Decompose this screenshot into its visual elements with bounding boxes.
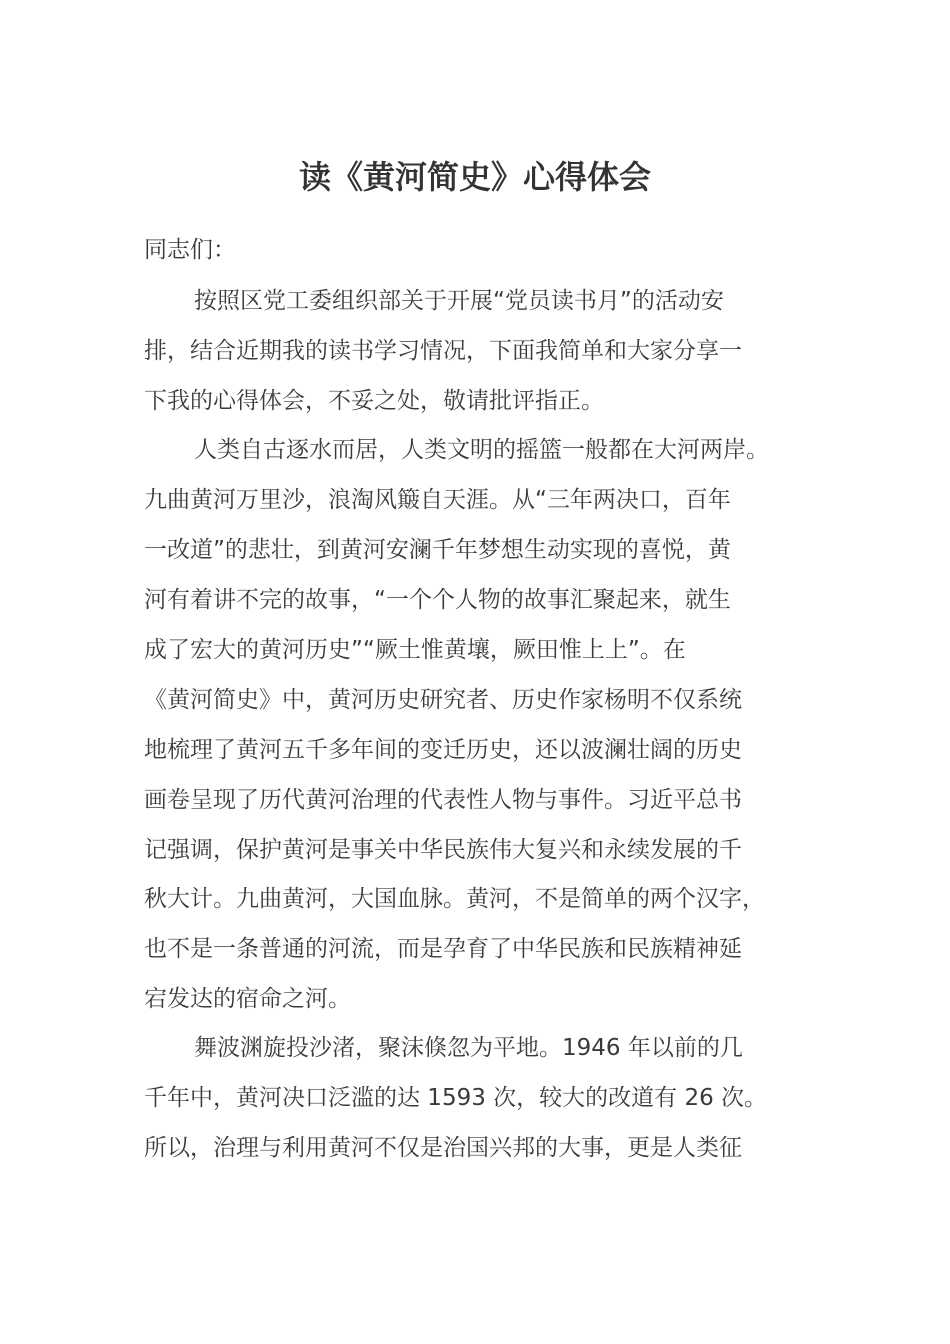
paragraph-line: 一改道”的悲壮，到黄河安澜千年梦想生动实现的喜悦，黄	[144, 537, 731, 563]
paragraph-line: 也不是一条普通的河流，而是孕育了中华民族和民族精神延	[144, 936, 742, 962]
paragraph-line: 秋大计。九曲黄河，大国血脉。黄河，不是简单的两个汉字，	[144, 886, 765, 912]
paragraph-line: 九曲黄河万里沙，浪淘风簸自天涯。从“三年两决口，百年	[144, 487, 731, 513]
paragraph-line: 舞波渊旋投沙渚，聚沫倏忽为平地。1946 年以前的几	[194, 1035, 743, 1061]
paragraph-line: 排，结合近期我的读书学习情况，下面我简单和大家分享一	[144, 338, 742, 364]
paragraph-line: 记强调，保护黄河是事关中华民族伟大复兴和永续发展的千	[144, 837, 742, 863]
paragraph-line: 人类自古逐水而居，人类文明的摇篮一般都在大河两岸。	[194, 437, 769, 463]
paragraph-line: 所以，治理与利用黄河不仅是治国兴邦的大事，更是人类征	[144, 1135, 742, 1161]
paragraph-line: 画卷呈现了历代黄河治理的代表性人物与事件。习近平总书	[144, 787, 742, 813]
salutation: 同志们：	[144, 237, 236, 263]
paragraph-line: 《黄河简史》中，黄河历史研究者、历史作家杨明不仅系统	[144, 687, 742, 713]
paragraph-line: 下我的心得体会，不妥之处，敬请批评指正。	[144, 388, 604, 414]
paragraph-line: 按照区党工委组织部关于开展“党员读书月”的活动安	[194, 288, 724, 314]
paragraph-line: 地梳理了黄河五千多年间的变迁历史，还以波澜壮阔的历史	[144, 737, 742, 763]
paragraph-line: 成了宏大的黄河历史”“厥土惟黄壤，厥田惟上上”。在	[144, 637, 686, 663]
paragraph-line: 宕发达的宿命之河。	[144, 986, 351, 1012]
paragraph-line: 千年中，黄河决口泛滥的达 1593 次，较大的改道有 26 次。	[144, 1085, 768, 1111]
document-title: 读《黄河简史》心得体会	[298, 158, 651, 196]
paragraph-line: 河有着讲不完的故事，“一个个人物的故事汇聚起来，就生	[144, 587, 731, 613]
